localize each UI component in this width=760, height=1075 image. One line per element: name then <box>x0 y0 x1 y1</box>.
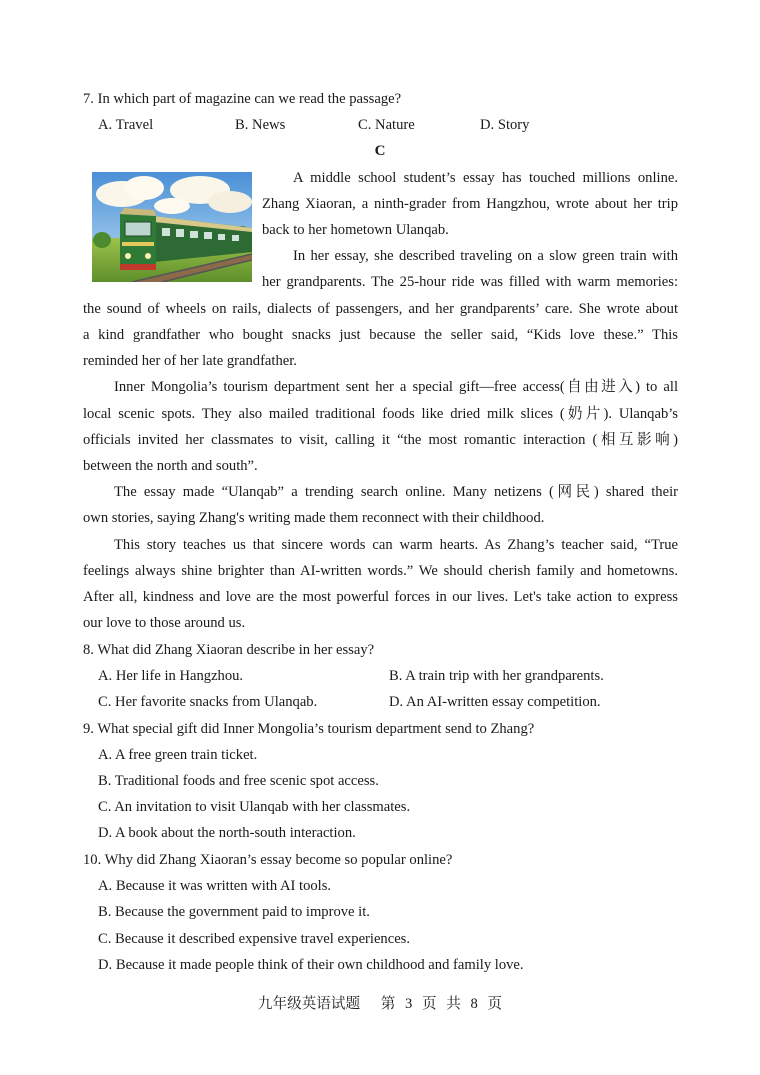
question-9-stem: 9. What special gift did Inner Mongolia’s tourism department send to Zhang? <box>83 721 535 737</box>
footer-ye: 页 <box>421 996 437 1012</box>
passage-line-13: The essay made “Ulanqab” a trending search online. Many netizens (网民) shared their <box>114 484 678 500</box>
passage-line-7: a kind grandfather who bought snacks just because the seller said, “Kids love these.” This <box>83 327 678 343</box>
footer-exam-title: 九年级英语试题 <box>257 996 361 1012</box>
passage-line-8: reminded her of her late grandfather. <box>83 353 297 369</box>
q10-option-b: B. Because the government paid to improve it. <box>98 904 370 920</box>
footer-total-pages: 8 <box>470 996 478 1012</box>
passage-line-18: our love to those around us. <box>83 615 246 631</box>
passage-line-9: Inner Mongolia’s tourism department sent her a special gift—free access(自由进入) to all <box>114 379 678 395</box>
green-train-icon <box>92 172 252 282</box>
passage-line-17: After all, kindness and love are the most powerful forces in our lives. Let's take action to express <box>83 589 678 605</box>
passage-line-10: local scenic spots. They also mailed traditional foods like dried milk slices (奶片). Ulanqab’s <box>83 406 678 422</box>
passage-line-4: In her essay, she described traveling on a slow green train with <box>293 248 678 264</box>
q10-option-c: C. Because it described expensive travel experiences. <box>98 931 411 947</box>
passage-line-15: This story teaches us that sincere words can warm hearts. As Zhang’s teacher said, “True <box>114 537 678 553</box>
passage-line-6: the sound of wheels on rails, dialects of passengers, and her grandparents’ care. She wrote about <box>83 301 678 317</box>
passage-line-3: back to her hometown Ulanqab. <box>262 222 449 238</box>
q7-option-b: B. News <box>235 117 286 133</box>
q7-option-a: A. Travel <box>98 117 154 133</box>
q10-option-d: D. Because it made people think of their own childhood and family love. <box>98 957 524 973</box>
page-footer <box>0 994 760 1014</box>
q8-option-a: A. Her life in Hangzhou. <box>98 668 244 684</box>
train-illustration <box>92 172 252 282</box>
footer-gong: 共 <box>446 996 461 1012</box>
q7-option-d: D. Story <box>480 117 530 133</box>
passage-line-2: Zhang Xiaoran, a ninth-grader from Hangzhou, wrote about her trip <box>262 196 678 212</box>
q8-option-d: D. An AI-written essay competition. <box>389 694 601 710</box>
question-8-stem: 8. What did Zhang Xiaoran describe in her essay? <box>83 642 375 658</box>
q8-option-c: C. Her favorite snacks from Ulanqab. <box>98 694 318 710</box>
q8-option-b: B. A train trip with her grandparents. <box>389 668 604 684</box>
footer-ye-end: 页 <box>487 996 503 1012</box>
passage-line-14: own stories, saying Zhang's writing made them reconnect with their childhood. <box>83 510 545 526</box>
passage-line-5: her grandparents. The 25-hour ride was filled with warm memories: <box>262 274 678 290</box>
passage-line-11: officials invited her classmates to visit, calling it “the most romantic interaction (相互影响) <box>83 432 678 448</box>
q9-option-c: C. An invitation to visit Ulanqab with her classmates. <box>98 799 411 815</box>
q9-option-b: B. Traditional foods and free scenic spot access. <box>98 773 379 789</box>
question-10-stem: 10. Why did Zhang Xiaoran’s essay become so popular online? <box>83 852 453 868</box>
q9-option-a: A. A free green train ticket. <box>98 747 258 763</box>
section-letter: C <box>374 143 386 159</box>
footer-page-number: 3 <box>405 996 413 1012</box>
passage-line-16: feelings always shine brighter than AI-written words.” We should cherish family and hometowns. <box>83 563 678 579</box>
passage-line-1: A middle school student’s essay has touched millions online. <box>293 170 678 186</box>
q10-option-a: A. Because it was written with AI tools. <box>98 878 332 894</box>
footer-di: 第 <box>380 996 396 1012</box>
question-7-stem: 7. In which part of magazine can we read the passage? <box>83 91 402 107</box>
q7-option-c: C. Nature <box>358 117 415 133</box>
q9-option-d: D. A book about the north-south interaction. <box>98 825 356 841</box>
passage-line-12: between the north and south”. <box>83 458 258 474</box>
